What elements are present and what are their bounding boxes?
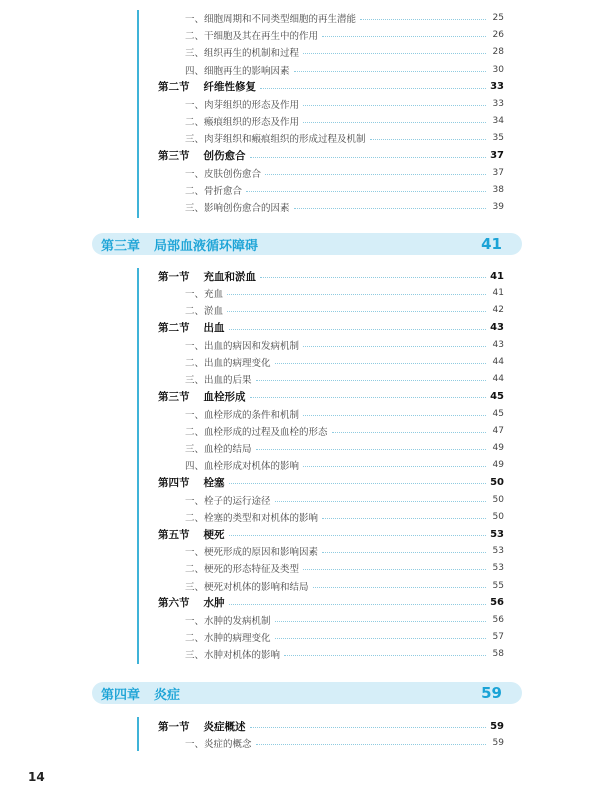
dot-leader xyxy=(260,277,486,278)
toc-subsection-row[interactable] xyxy=(185,302,504,318)
toc-entry-number: 第一节 xyxy=(158,270,190,283)
toc-entry-title: 血栓形成 xyxy=(203,390,246,403)
toc-entry-label xyxy=(158,320,225,335)
toc-entry-page: 56 xyxy=(490,597,504,609)
toc-entry-title: 细胞再生的影响因素 xyxy=(204,65,290,77)
toc-entry-page: 41 xyxy=(490,270,504,282)
toc-subsection-row[interactable] xyxy=(185,492,504,508)
toc-section-row[interactable] xyxy=(158,388,504,404)
toc-section-row[interactable] xyxy=(158,79,504,95)
toc-vline-chapter3 xyxy=(137,268,139,664)
dot-leader xyxy=(227,311,486,312)
toc-entry-title: 骨折愈合 xyxy=(204,186,243,197)
toc-entry-number: 一、 xyxy=(185,409,205,421)
toc-entry-label xyxy=(185,458,299,472)
toc-entry-title: 栓塞的类型和对机体的影响 xyxy=(204,512,319,524)
toc-entry-number: 一、 xyxy=(185,340,205,352)
toc-section-row[interactable] xyxy=(158,474,504,490)
toc-entry-label xyxy=(158,595,225,610)
toc-entry-number: 三、 xyxy=(185,650,205,662)
toc-entry-label xyxy=(185,407,299,421)
toc-entry-page: 58 xyxy=(492,649,504,660)
toc-entry-label xyxy=(185,613,271,627)
toc-entry-page: 59 xyxy=(490,720,504,732)
toc-entry-label xyxy=(185,286,223,300)
toc-entry-number: 二、 xyxy=(185,186,205,197)
dot-leader xyxy=(303,105,486,106)
toc-entry-number: 二、 xyxy=(185,426,205,438)
dot-leader xyxy=(229,535,487,536)
toc-entry-title: 组织再生的机制和过程 xyxy=(204,48,300,60)
toc-subsection-row[interactable] xyxy=(185,629,504,645)
toc-entry-number: 二、 xyxy=(185,512,205,524)
toc-entry-page: 45 xyxy=(490,390,504,402)
toc-entry-label xyxy=(185,45,299,59)
toc-entry-label xyxy=(158,148,246,163)
toc-section-row[interactable] xyxy=(158,595,504,611)
dot-leader xyxy=(250,727,487,728)
toc-section-row[interactable] xyxy=(158,718,504,734)
toc-entry-title: 纤维性修复 xyxy=(203,81,256,94)
toc-entry-page: 37 xyxy=(492,167,504,178)
dot-leader xyxy=(229,483,487,484)
toc-entry-page: 44 xyxy=(492,374,504,385)
toc-entry-number: 三、 xyxy=(185,375,205,387)
toc-subsection-row[interactable] xyxy=(185,509,504,525)
toc-subsection-row[interactable] xyxy=(185,165,504,181)
toc-entry-label xyxy=(185,544,318,558)
dot-leader xyxy=(229,604,487,605)
toc-entry-page: 50 xyxy=(492,494,504,505)
toc-entry-title: 血栓的结局 xyxy=(204,444,252,455)
toc-entry-page: 37 xyxy=(490,150,504,162)
toc-entry-number: 二、 xyxy=(185,31,205,43)
toc-entry-title: 出血的病理变化 xyxy=(204,358,271,369)
toc-entry-title: 影响创伤愈合的因素 xyxy=(204,203,290,215)
toc-entry-title: 皮肤创伤愈合 xyxy=(204,168,262,180)
dot-leader xyxy=(303,122,486,123)
toc-entry-title: 炎症的概念 xyxy=(204,739,252,751)
toc-entry-label xyxy=(185,338,299,352)
toc-entry-title: 水肿的发病机制 xyxy=(204,616,271,627)
toc-subsection-row[interactable] xyxy=(185,612,504,628)
chapter-number: 第四章 xyxy=(101,687,141,703)
toc-entry-page: 44 xyxy=(492,357,504,367)
toc-entry-label xyxy=(158,527,225,542)
toc-subsection-row[interactable] xyxy=(185,543,504,559)
toc-entry-number: 第四节 xyxy=(158,476,190,489)
dot-leader xyxy=(250,157,487,158)
toc-entry-page: 53 xyxy=(492,563,504,574)
toc-entry-page: 42 xyxy=(492,305,504,316)
toc-entry-number: 一、 xyxy=(185,616,205,627)
toc-entry-number: 四、 xyxy=(185,461,205,473)
toc-subsection-row[interactable] xyxy=(185,440,504,456)
dot-leader xyxy=(322,518,486,519)
toc-entry-page: 41 xyxy=(492,288,504,299)
toc-subsection-row[interactable] xyxy=(185,130,504,146)
toc-entry-page: 25 xyxy=(492,13,504,23)
toc-entry-number: 三、 xyxy=(185,203,205,215)
dot-leader xyxy=(294,71,486,72)
toc-entry-number: 二、 xyxy=(185,564,205,576)
dot-leader xyxy=(275,621,486,622)
toc-vline-chapter4 xyxy=(137,717,139,751)
toc-entry-title: 血栓形成对机体的影响 xyxy=(204,461,300,473)
toc-entry-label xyxy=(185,647,280,661)
toc-entry-title: 梗死对机体的影响和结局 xyxy=(204,581,309,593)
toc-entry-number: 一、 xyxy=(185,14,205,25)
dot-leader xyxy=(250,397,487,398)
dot-leader xyxy=(294,208,486,209)
chapter-title: 局部血液循环障碍 xyxy=(154,238,259,254)
toc-entry-number: 二、 xyxy=(185,358,205,369)
toc-subsection-row[interactable] xyxy=(185,337,504,353)
toc-entry-label xyxy=(185,736,252,750)
toc-entry-label xyxy=(185,11,356,25)
dot-leader xyxy=(284,655,486,656)
toc-entry-page: 56 xyxy=(492,615,504,625)
dot-leader xyxy=(229,329,487,330)
dot-leader xyxy=(256,380,486,381)
toc-entry-title: 水肿 xyxy=(203,597,225,610)
toc-entry-title: 梗死形成的原因和影响因素 xyxy=(204,547,319,559)
toc-subsection-row[interactable] xyxy=(185,423,504,439)
toc-entry-number: 第二节 xyxy=(158,81,190,94)
toc-entry-page: 43 xyxy=(490,322,504,334)
toc-entry-label xyxy=(185,114,299,128)
chapter-page: 41 xyxy=(481,235,502,253)
dot-leader xyxy=(260,88,486,89)
toc-entry-number: 第五节 xyxy=(158,528,190,541)
toc-entry-page: 57 xyxy=(492,632,504,643)
toc-entry-title: 炎症概述 xyxy=(203,720,246,733)
toc-subsection-row[interactable] xyxy=(185,182,504,198)
toc-entry-label xyxy=(185,630,271,644)
dot-leader xyxy=(313,587,486,588)
toc-entry-title: 淤血 xyxy=(204,306,224,318)
toc-entry-number: 第三节 xyxy=(158,390,190,403)
toc-entry-number: 一、 xyxy=(185,739,205,751)
toc-entry-title: 栓子的运行途径 xyxy=(204,495,271,507)
toc-entry-title: 瘢痕组织的形态及作用 xyxy=(204,117,300,129)
toc-subsection-row[interactable] xyxy=(185,62,504,78)
toc-section-row[interactable] xyxy=(158,320,504,336)
toc-entry-title: 梗死的形态特征及类型 xyxy=(204,564,300,576)
toc-entry-page: 50 xyxy=(492,511,504,522)
toc-entry-label xyxy=(158,79,256,94)
toc-entry-page: 49 xyxy=(492,443,504,453)
toc-subsection-row[interactable] xyxy=(185,27,504,43)
toc-entry-page: 33 xyxy=(492,99,504,109)
toc-entry-title: 充血和淤血 xyxy=(203,270,256,283)
dot-leader xyxy=(303,569,486,570)
toc-section-row[interactable] xyxy=(158,526,504,542)
toc-entry-title: 血栓形成的条件和机制 xyxy=(204,409,300,421)
dot-leader xyxy=(275,363,486,364)
toc-entry-title: 水肿对机体的影响 xyxy=(204,650,281,662)
toc-entry-label xyxy=(185,372,252,386)
toc-entry-label xyxy=(185,97,299,111)
toc-entry-number: 四、 xyxy=(185,65,205,77)
toc-entry-title: 干细胞及其在再生中的作用 xyxy=(204,31,319,43)
toc-entry-label xyxy=(185,200,290,214)
toc-entry-title: 梗死 xyxy=(203,528,225,541)
toc-entry-page: 28 xyxy=(492,47,504,58)
toc-entry-label xyxy=(185,63,290,77)
toc-entry-page: 26 xyxy=(492,30,504,41)
dot-leader xyxy=(303,466,486,467)
chapter-number: 第三章 xyxy=(101,238,141,254)
toc-entry-number: 第一节 xyxy=(158,720,190,733)
dot-leader xyxy=(227,294,486,295)
toc-entry-page: 33 xyxy=(490,81,504,93)
toc-entry-number: 三、 xyxy=(185,134,205,146)
toc-entry-page: 59 xyxy=(492,738,504,749)
toc-entry-page: 53 xyxy=(490,528,504,540)
toc-subsection-row[interactable] xyxy=(185,406,504,422)
toc-entry-number: 第二节 xyxy=(158,322,190,335)
toc-entry-page: 35 xyxy=(492,133,504,144)
dot-leader xyxy=(332,432,486,433)
toc-entry-number: 三、 xyxy=(185,581,205,593)
toc-entry-label xyxy=(185,166,261,180)
toc-entry-label xyxy=(185,424,328,438)
toc-subsection-row[interactable] xyxy=(185,457,504,473)
toc-entry-title: 出血 xyxy=(203,322,225,335)
chapter-page: 59 xyxy=(481,684,502,702)
toc-entry-page: 45 xyxy=(492,408,504,419)
toc-subsection-row[interactable] xyxy=(185,371,504,387)
toc-subsection-row[interactable] xyxy=(185,578,504,594)
toc-entry-title: 细胞周期和不同类型细胞的再生潜能 xyxy=(204,14,357,25)
dot-leader xyxy=(303,53,486,54)
chapter-3-header[interactable] xyxy=(92,233,522,255)
toc-entry-label xyxy=(185,493,271,507)
toc-entry-page: 34 xyxy=(492,116,504,127)
toc-entry-label xyxy=(185,131,366,145)
toc-entry-label xyxy=(185,303,223,317)
toc-subsection-row[interactable] xyxy=(185,560,504,576)
dot-leader xyxy=(322,552,486,553)
toc-entry-title: 出血的后果 xyxy=(204,375,252,387)
toc-entry-page: 49 xyxy=(492,460,504,471)
toc-entry-page: 50 xyxy=(490,476,504,488)
dot-leader xyxy=(370,139,486,140)
dot-leader xyxy=(256,449,486,450)
toc-section-row[interactable] xyxy=(158,268,504,284)
toc-entry-page: 38 xyxy=(492,185,504,195)
toc-entry-page: 30 xyxy=(492,64,504,75)
toc-entry-number: 一、 xyxy=(185,100,205,111)
toc-entry-number: 二、 xyxy=(185,117,205,129)
toc-entry-page: 43 xyxy=(492,339,504,350)
toc-entry-number: 一、 xyxy=(185,289,205,301)
toc-entry-label xyxy=(158,269,256,284)
page-number: 14 xyxy=(28,770,45,784)
toc-entry-label xyxy=(158,389,246,404)
toc-entry-title: 血栓形成的过程及血栓的形态 xyxy=(204,426,328,438)
dot-leader xyxy=(322,36,486,37)
dot-leader xyxy=(360,19,486,20)
dot-leader xyxy=(256,744,486,745)
toc-entry-label xyxy=(185,441,252,455)
toc-entry-title: 出血的病因和发病机制 xyxy=(204,340,300,352)
toc-entry-number: 二、 xyxy=(185,633,205,645)
toc-subsection-row[interactable] xyxy=(185,44,504,60)
toc-entry-title: 充血 xyxy=(204,289,224,301)
toc-vline-top xyxy=(137,10,139,218)
toc-entry-title: 创伤愈合 xyxy=(203,150,246,163)
toc-entry-title: 栓塞 xyxy=(203,476,225,489)
toc-entry-number: 第三节 xyxy=(158,150,190,163)
toc-entry-label xyxy=(185,183,242,197)
toc-subsection-row[interactable] xyxy=(185,735,504,751)
toc-entry-title: 肉芽组织和瘢痕组织的形成过程及机制 xyxy=(204,134,366,146)
dot-leader xyxy=(275,638,486,639)
dot-leader xyxy=(246,191,486,192)
toc-entry-label xyxy=(185,28,318,42)
toc-entry-number: 一、 xyxy=(185,495,205,507)
toc-entry-number: 三、 xyxy=(185,48,205,60)
toc-entry-label xyxy=(158,475,225,490)
toc-subsection-row[interactable] xyxy=(185,285,504,301)
dot-leader xyxy=(265,174,486,175)
dot-leader xyxy=(275,501,486,502)
toc-entry-label xyxy=(185,355,271,369)
toc-entry-title: 肉芽组织的形态及作用 xyxy=(204,100,300,111)
dot-leader xyxy=(303,346,486,347)
toc-entry-page: 53 xyxy=(492,546,504,557)
toc-entry-page: 55 xyxy=(492,580,504,591)
chapter-title: 炎症 xyxy=(154,687,181,703)
toc-entry-label xyxy=(158,719,246,734)
toc-entry-number: 一、 xyxy=(185,547,205,559)
toc-subsection-row[interactable] xyxy=(185,354,504,370)
toc-subsection-row[interactable] xyxy=(185,646,504,662)
toc-entry-page: 47 xyxy=(492,425,504,436)
dot-leader xyxy=(303,415,486,416)
toc-entry-number: 第六节 xyxy=(158,597,190,610)
toc-entry-number: 二、 xyxy=(185,306,205,318)
toc-section-row[interactable] xyxy=(158,148,504,164)
toc-subsection-row[interactable] xyxy=(185,113,504,129)
toc-subsection-row[interactable] xyxy=(185,96,504,112)
toc-entry-title: 水肿的病理变化 xyxy=(204,633,271,645)
toc-entry-number: 一、 xyxy=(185,168,205,180)
chapter-4-header[interactable] xyxy=(92,682,522,704)
toc-entry-label xyxy=(185,579,309,593)
toc-entry-label xyxy=(185,561,299,575)
toc-subsection-row[interactable] xyxy=(185,199,504,215)
toc-entry-number: 三、 xyxy=(185,444,205,455)
toc-subsection-row[interactable] xyxy=(185,10,504,26)
toc-entry-label xyxy=(185,510,318,524)
toc-entry-page: 39 xyxy=(492,202,504,213)
